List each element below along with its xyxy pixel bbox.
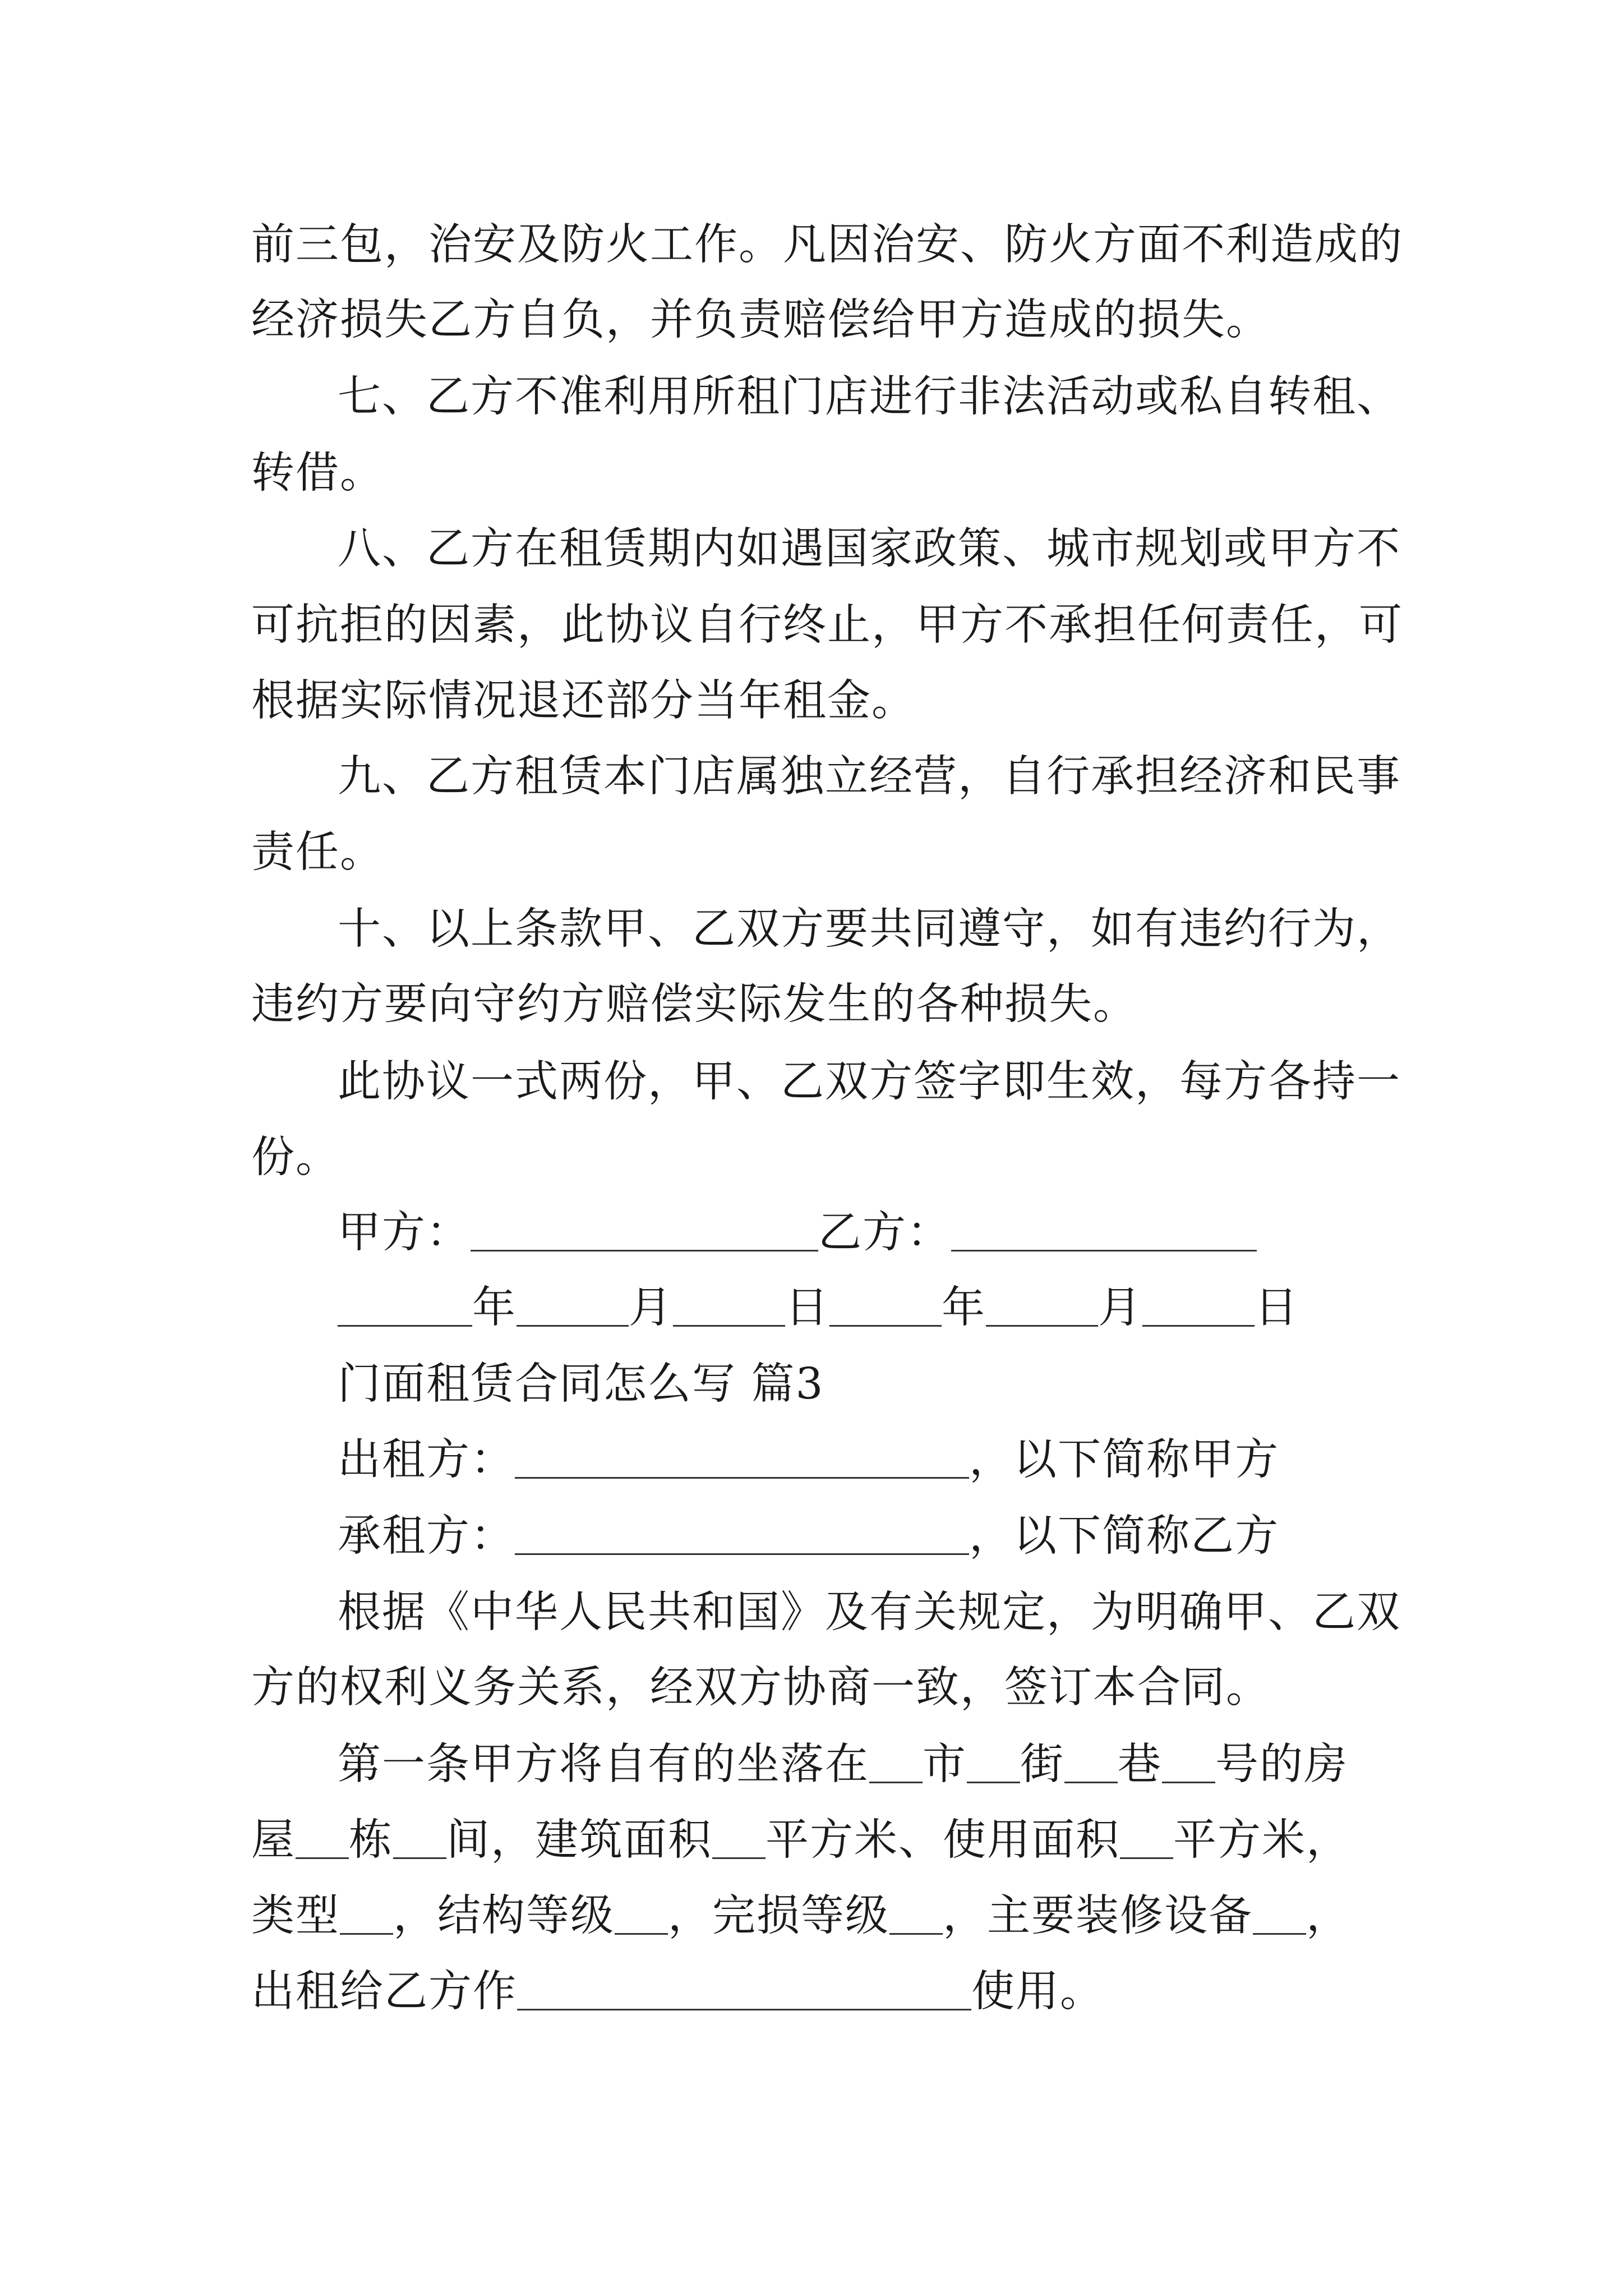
paragraph-line: 根据《中华人民共和国》及有关规定，为明确甲、乙双	[338, 1588, 1401, 1637]
paragraph-line: 可抗拒的因素，此协议自行终止，甲方不承担任何责任，可	[251, 600, 1403, 650]
lessee-blank[interactable]	[515, 1553, 969, 1555]
lane-blank[interactable]	[1064, 1782, 1118, 1783]
lessor-label: 出租方：	[338, 1435, 515, 1485]
structure-grade-blank[interactable]	[615, 1933, 668, 1935]
floor-area-blank[interactable]	[712, 1857, 766, 1859]
article-text: 间，建筑面积	[446, 1815, 712, 1865]
article-text: 平方米，	[1173, 1815, 1350, 1865]
paragraph-line: 十、以上条款甲、乙双方要共同遵守，如有违约行为，	[338, 904, 1401, 954]
type-blank[interactable]	[340, 1933, 393, 1935]
date-line	[338, 1283, 1299, 1333]
paragraph-line: 份。	[251, 1133, 340, 1182]
article-text: 街	[1020, 1740, 1064, 1789]
article-text: 号的房	[1215, 1740, 1348, 1789]
day-a-blank[interactable]	[673, 1325, 785, 1327]
lessor-blank[interactable]	[515, 1477, 969, 1479]
year-a-blank[interactable]	[338, 1325, 472, 1327]
article-1-line-4	[251, 1967, 1104, 2017]
article-text: ，	[1306, 1891, 1350, 1941]
article-text: 巷	[1118, 1740, 1162, 1789]
paragraph-line: 违约方要向守约方赔偿实际发生的各种损失。	[251, 979, 1137, 1029]
paragraph-line: 转借。	[251, 448, 384, 498]
signature-line	[338, 1208, 1257, 1258]
party-a-blank[interactable]	[471, 1250, 818, 1251]
article-text: 出租给乙方作	[251, 1967, 517, 2017]
party-b-blank[interactable]	[951, 1250, 1257, 1251]
year-b-blank[interactable]	[829, 1325, 942, 1327]
article-text: 使用。	[971, 1967, 1104, 2017]
article-text: 市	[923, 1740, 967, 1789]
paragraph-line: 经济损失乙方自负，并负责赔偿给甲方造成的损失。	[251, 295, 1270, 345]
paragraph-line: 根据实际情况退还部分当年租金。	[251, 676, 916, 726]
paragraph-line: 责任。	[251, 827, 384, 877]
article-text: 第一条甲方将自有的坐落在	[338, 1740, 869, 1789]
month-b-blank[interactable]	[986, 1325, 1098, 1327]
paragraph-line: 方的权利义务关系，经双方协商一致，签订本合同。	[251, 1663, 1270, 1713]
party-b-label: 乙方：	[818, 1208, 951, 1258]
article-text: 类型	[251, 1891, 340, 1941]
article-1-line-3	[251, 1891, 1350, 1941]
paragraph-line: 七、乙方不准利用所租门店进行非法活动或私自转租、	[338, 372, 1401, 422]
year-label: 年	[472, 1283, 517, 1333]
party-a-label: 甲方：	[338, 1208, 471, 1258]
purpose-blank[interactable]	[517, 2009, 971, 2010]
article-text: 平方米、使用面积	[766, 1815, 1120, 1865]
paragraph-line: 前三包，治安及防火工作。凡因治安、防火方面不利造成的	[251, 220, 1403, 270]
article-text: 屋	[251, 1815, 296, 1865]
paragraph-line: 此协议一式两份，甲、乙双方签字即生效，每方各持一	[338, 1057, 1401, 1107]
day-label: 日	[785, 1283, 829, 1333]
day-label: 日	[1255, 1283, 1299, 1333]
usable-area-blank[interactable]	[1120, 1857, 1173, 1859]
article-1-line-1	[338, 1740, 1348, 1789]
number-blank[interactable]	[1162, 1782, 1215, 1783]
month-label: 月	[1098, 1283, 1142, 1333]
building-blank[interactable]	[296, 1857, 349, 1859]
article-1-line-2	[251, 1815, 1350, 1865]
lessor-line	[338, 1435, 1279, 1485]
rooms-blank[interactable]	[393, 1857, 446, 1859]
month-a-blank[interactable]	[517, 1325, 629, 1327]
article-text: ，主要装修设备	[943, 1891, 1253, 1941]
lessee-suffix: ，以下简称乙方	[969, 1511, 1279, 1561]
equipment-blank[interactable]	[1253, 1933, 1306, 1935]
city-blank[interactable]	[869, 1782, 923, 1783]
section-title: 门面租赁合同怎么写 篇3	[338, 1359, 824, 1409]
article-text: ，完损等级	[668, 1891, 889, 1941]
day-b-blank[interactable]	[1142, 1325, 1255, 1327]
lessee-line	[338, 1511, 1279, 1561]
condition-grade-blank[interactable]	[889, 1933, 943, 1935]
lessee-label: 承租方：	[338, 1511, 515, 1561]
article-text: ，结构等级	[393, 1891, 615, 1941]
paragraph-line: 九、乙方租赁本门店属独立经营，自行承担经济和民事	[338, 752, 1401, 802]
month-label: 月	[629, 1283, 673, 1333]
lessor-suffix: ，以下简称甲方	[969, 1435, 1279, 1485]
street-blank[interactable]	[967, 1782, 1020, 1783]
article-text: 栋	[349, 1815, 393, 1865]
paragraph-line: 八、乙方在租赁期内如遇国家政策、城市规划或甲方不	[338, 524, 1401, 574]
year-label: 年	[942, 1283, 986, 1333]
